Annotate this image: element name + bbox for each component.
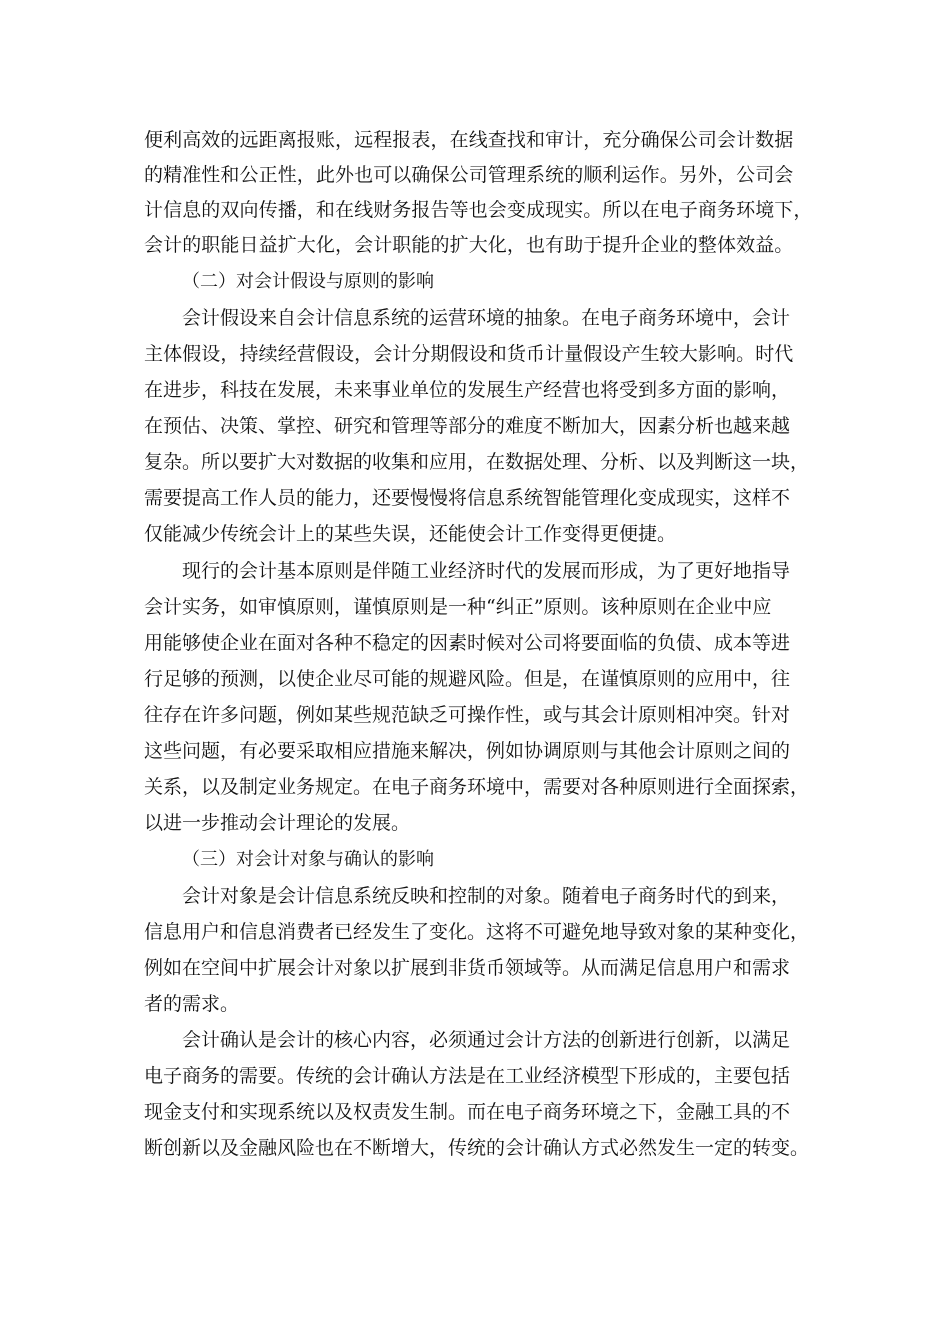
body-text-line: 复杂。所以要扩大对数据的收集和应用，在数据处理、分析、以及判断这一块， [144, 451, 810, 473]
body-text-line: 主体假设，持续经营假设，会计分期假设和货币计量假设产生较大影响。时代 [144, 343, 794, 365]
body-text-line: 计信息的双向传播，和在线财务报告等也会变成现实。所以在电子商务环境下， [144, 199, 813, 221]
body-text-line: 以进一步推动会计理论的发展。 [144, 812, 411, 834]
body-text-line: 断创新以及金融风险也在不断增大，传统的会计确认方式必然发生一定的转变。 [144, 1137, 810, 1159]
body-text-line: 便利高效的远距离报账，远程报表，在线查找和审计，充分确保公司会计数据 [144, 129, 794, 151]
section-heading: （三）对会计对象与确认的影响 [182, 849, 434, 870]
body-text-line: 会计假设来自会计信息系统的运营环境的抽象。在电子商务环境中，会计 [182, 307, 791, 329]
body-text-line: 会计实务，如审慎原则，谨慎原则是一种“纠正”原则。该种原则在企业中应 [144, 596, 772, 618]
body-text-line: 用能够使企业在面对各种不稳定的因素时候对公司将要面临的负债、成本等进 [144, 632, 791, 654]
body-text-line: 会计确认是会计的核心内容，必须通过会计方法的创新进行创新，以满足 [182, 1029, 791, 1051]
body-text-line: 信息用户和信息消费者已经发生了变化。这将不可避免地导致对象的某种变化， [144, 921, 810, 943]
body-text-line: 这些问题，有必要采取相应措施来解决，例如协调原则与其他会计原则之间的 [144, 740, 791, 762]
body-text-line: 关系，以及制定业务规定。在电子商务环境中，需要对各种原则进行全面探索， [144, 776, 810, 798]
body-text-line: 行足够的预测，以使企业尽可能的规避风险。但是，在谨慎原则的应用中，往 [144, 668, 791, 690]
section-heading: （二）对会计假设与原则的影响 [182, 271, 434, 292]
body-text-line: 仅能减少传统会计上的某些失误，还能使会计工作变得更便捷。 [144, 523, 677, 545]
body-text-line: 现金支付和实现系统以及权责发生制。而在电子商务环境之下，金融工具的不 [144, 1101, 791, 1123]
body-text-line: 电子商务的需要。传统的会计确认方法是在工业经济模型下形成的，主要包括 [144, 1065, 791, 1087]
body-text-line: 会计的职能日益扩大化，会计职能的扩大化，也有助于提升企业的整体效益。 [144, 234, 794, 256]
body-text-line: 的精准性和公正性，此外也可以确保公司管理系统的顺利运作。另外，公司会 [144, 164, 794, 186]
body-text-line: 需要提高工作人员的能力，还要慢慢将信息系统智能管理化变成现实，这样不 [144, 487, 791, 509]
body-text-line: 者的需求。 [144, 993, 240, 1015]
body-text-line: 现行的会计基本原则是伴随工业经济时代的发展而形成，为了更好地指导 [182, 560, 791, 582]
body-text-line: 在预估、决策、掌控、研究和管理等部分的难度不断加大，因素分析也越来越 [144, 415, 791, 437]
body-text-line: 在进步，科技在发展，未来事业单位的发展生产经营也将受到多方面的影响， [144, 379, 791, 401]
body-text-line: 例如在空间中扩展会计对象以扩展到非货币领域等。从而满足信息用户和需求 [144, 957, 791, 979]
body-text-line: 往存在许多问题，例如某些规范缺乏可操作性，或与其会计原则相冲突。针对 [144, 704, 791, 726]
body-text-line: 会计对象是会计信息系统反映和控制的对象。随着电子商务时代的到来， [182, 885, 791, 907]
